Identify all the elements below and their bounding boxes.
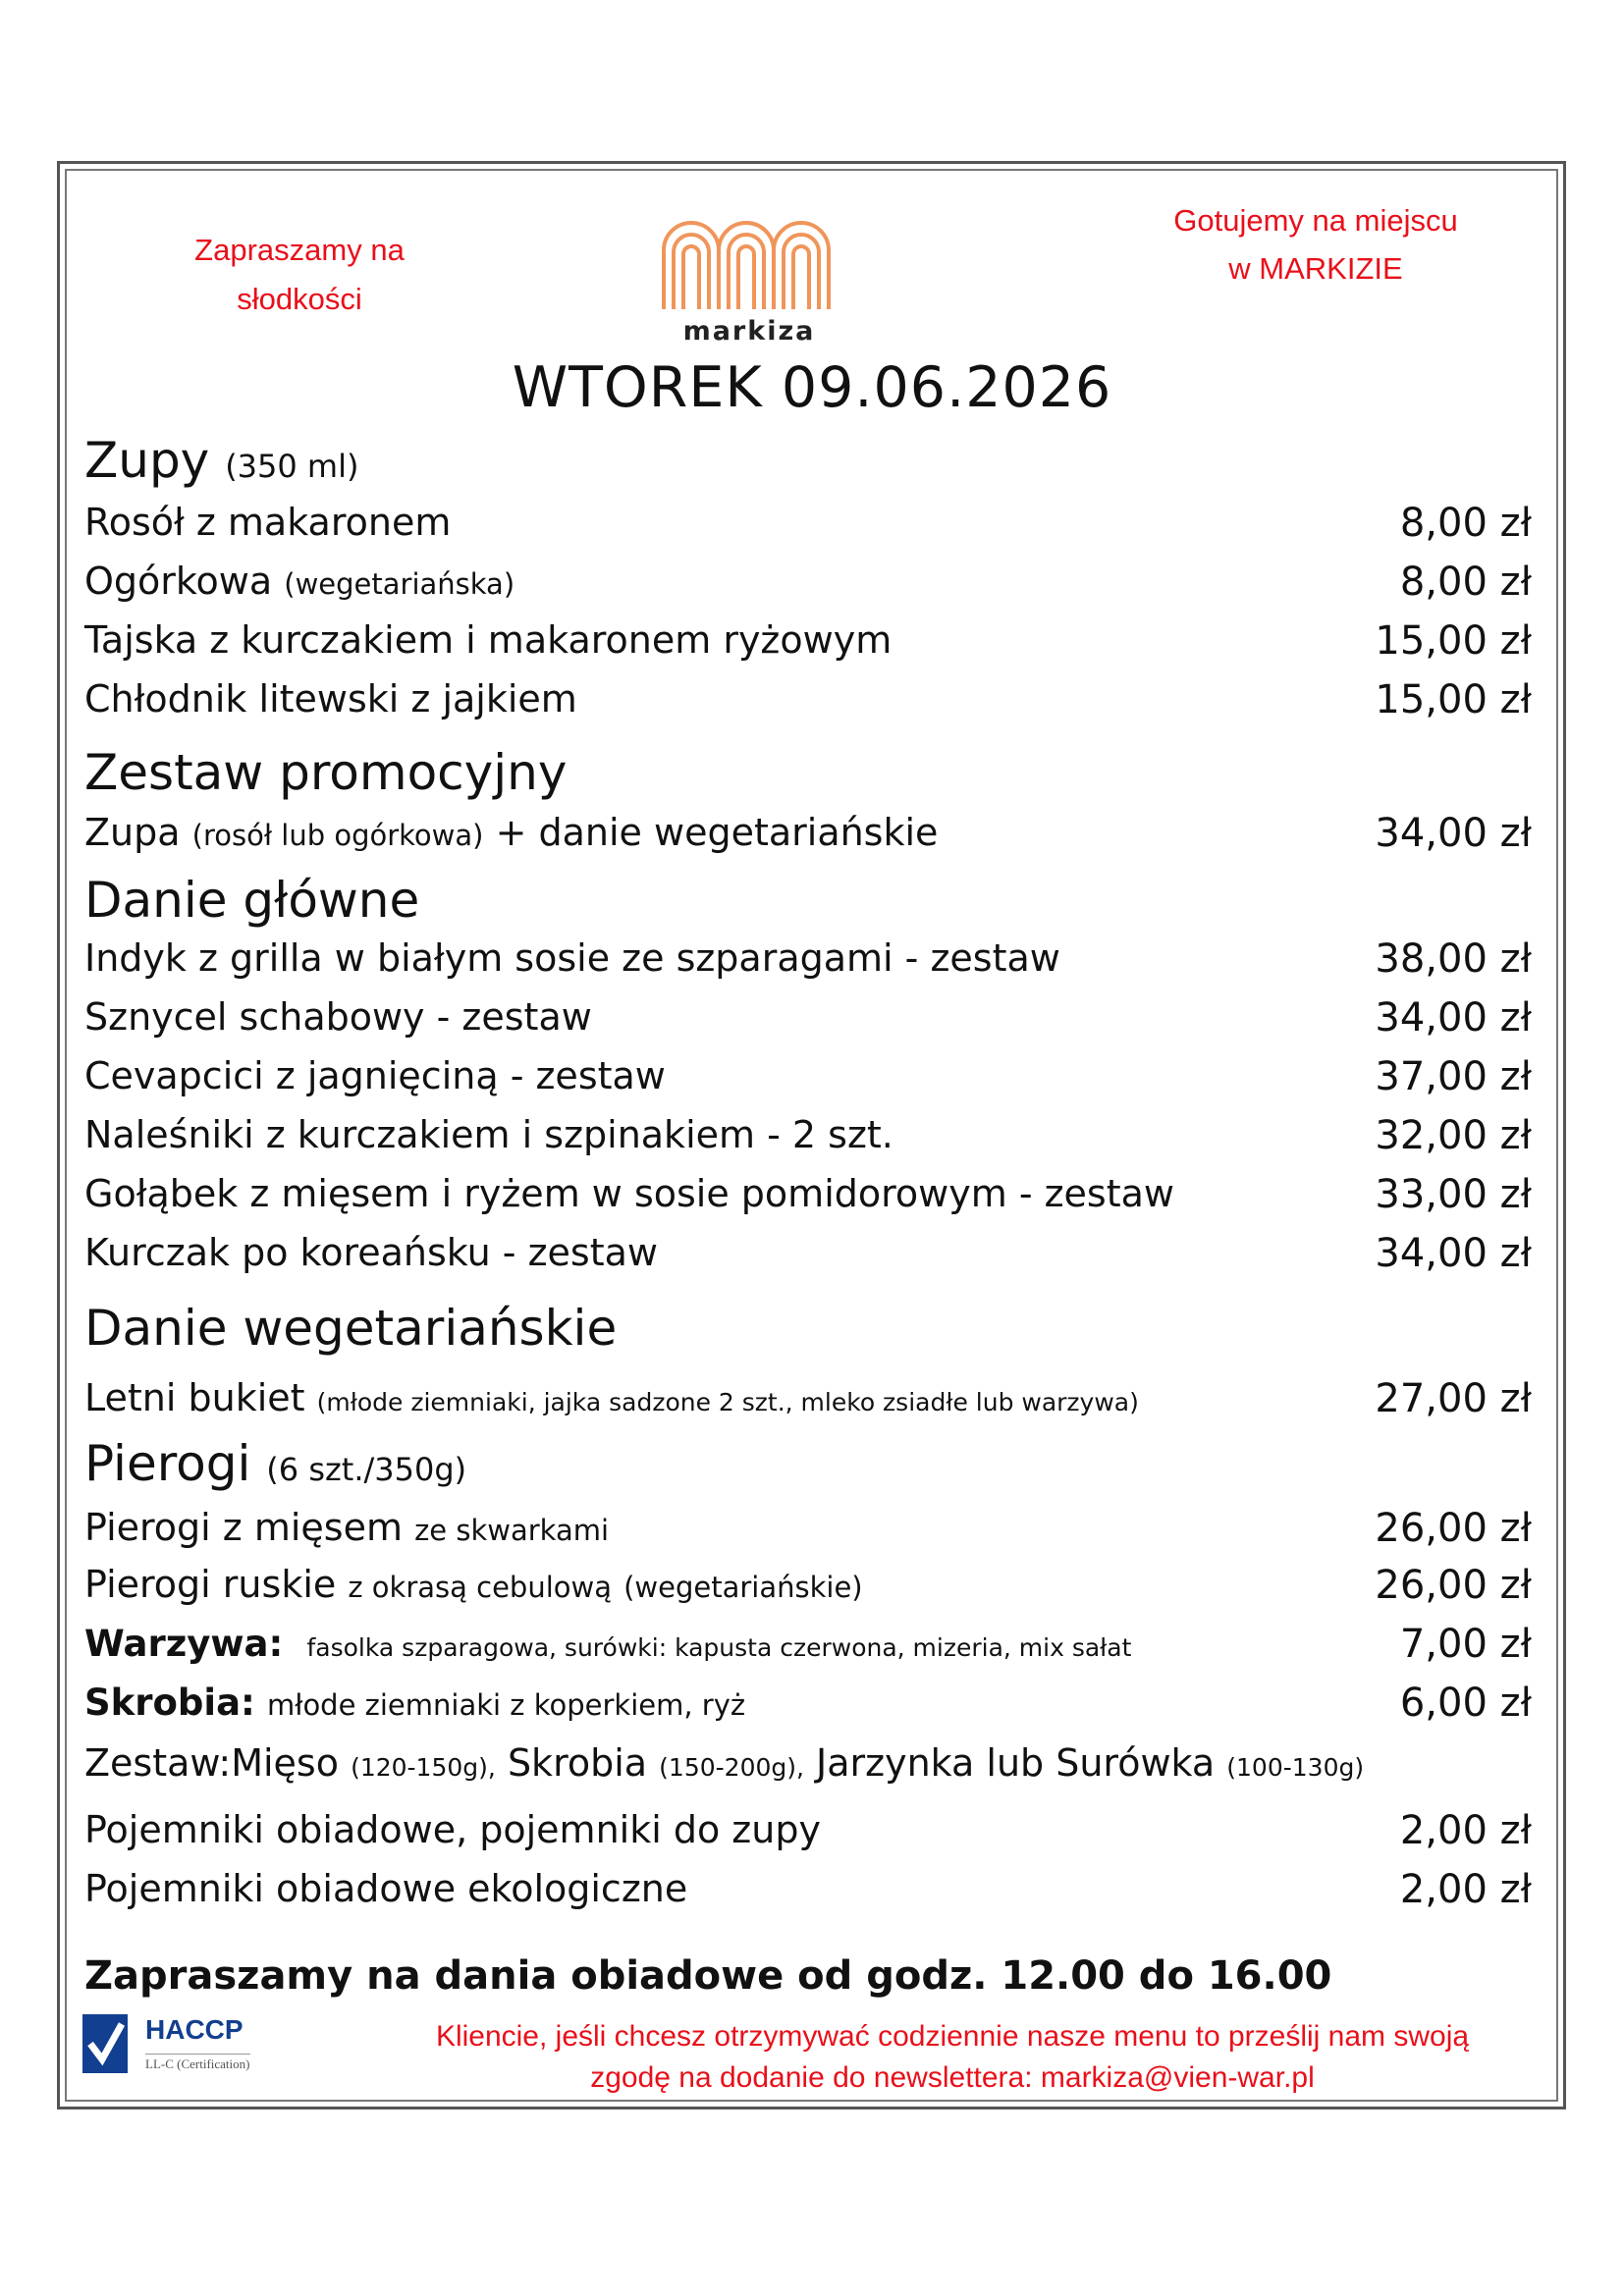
sweets-invite (147, 226, 452, 324)
item-detail: fasolka szparagowa, surówki: kapusta czerwona, mizeria, mix sałat (306, 1633, 1132, 1662)
menu-item (84, 1231, 1532, 1286)
cook-onsite-line2: w MARKIZIE (1228, 251, 1403, 286)
menu-item (84, 1113, 1532, 1168)
item-price: 26,00 zł (1375, 1563, 1532, 1608)
cook-onsite-line1: Gotujemy na miejscu (1173, 203, 1458, 238)
logo-text: markiza (682, 316, 816, 347)
set-part-meat: Zestaw:Mięso (84, 1741, 339, 1785)
item-name: Pojemniki obiadowe ekologiczne (84, 1867, 688, 1910)
side-dish-starch (84, 1681, 1532, 1735)
newsletter-line1: Kliencie, jeśli chcesz otrzymywać codziennie nasze menu to prześlij nam swoją (435, 2020, 1470, 2053)
haccp-check-icon (82, 2014, 128, 2073)
item-price: 34,00 zł (1375, 1231, 1532, 1276)
set-part-veg: Jarzynka lub Surówka (816, 1741, 1216, 1785)
menu-item (84, 995, 1532, 1050)
section-heading-wege (84, 1300, 617, 1357)
item-label: Warzywa: (84, 1623, 284, 1665)
set-part-starch: Skrobia (507, 1741, 648, 1785)
item-detail: z okrasą cebulową (348, 1571, 612, 1604)
section-title: Zestaw promocyjny (84, 744, 568, 801)
item-price: 37,00 zł (1375, 1054, 1532, 1099)
item-price: 7,00 zł (1399, 1622, 1532, 1667)
item-price: 2,00 zł (1399, 1808, 1532, 1853)
item-name: Chłodnik litewski z jajkiem (84, 677, 577, 721)
item-name-main: Pierogi z mięsem (84, 1506, 403, 1549)
item-name: Pojemniki obiadowe, pojemniki do zupy (84, 1808, 821, 1851)
item-name: Naleśniki z kurczakiem i szpinakiem - 2 szt. (84, 1113, 893, 1156)
section-note: (6 szt./350g) (266, 1451, 467, 1488)
haccp-badge (82, 2010, 289, 2079)
item-price: 27,00 zł (1375, 1376, 1532, 1421)
item-price: 2,00 zł (1399, 1867, 1532, 1912)
menu-item (84, 501, 1532, 556)
item-name (84, 1376, 1139, 1419)
item-name: Kurczak po koreańsku - zestaw (84, 1231, 658, 1274)
item-name-main: Ogórkowa (84, 560, 273, 603)
item-detail: ze skwarkami (414, 1514, 610, 1547)
menu-item (84, 1808, 1532, 1863)
section-title: Pierogi (84, 1435, 251, 1492)
item-detail: młode ziemniaki z koperkiem, ryż (266, 1688, 746, 1722)
item-price: 8,00 zł (1399, 560, 1532, 605)
item-name: Gołąbek z mięsem i ryżem w sosie pomidorowym - zestaw (84, 1172, 1174, 1215)
item-price: 26,00 zł (1375, 1506, 1532, 1551)
item-name-main: Pierogi ruskie (84, 1563, 337, 1606)
haccp-subtitle: LL-C (Certification) (145, 2054, 250, 2072)
item-detail: (wegetariańska) (284, 567, 515, 601)
menu-item (84, 1563, 1532, 1618)
item-name: Sznycel schabowy - zestaw (84, 995, 592, 1039)
item-detail: (rosół lub ogórkowa) (191, 819, 484, 852)
menu-item (84, 618, 1532, 673)
item-name (84, 560, 514, 603)
item-price: 32,00 zł (1375, 1113, 1532, 1158)
menu-item (84, 677, 1532, 732)
section-title: Danie wegetariańskie (84, 1300, 618, 1357)
section-heading-glowne (84, 872, 419, 929)
section-title: Danie główne (84, 872, 420, 929)
item-name: Tajska z kurczakiem i makaronem ryżowym (84, 618, 893, 662)
item-detail-extra: (wegetariańskie) (623, 1571, 863, 1604)
sweets-invite-line1: Zapraszamy na (194, 233, 405, 267)
item-price: 15,00 zł (1375, 677, 1532, 722)
item-name: Rosół z makaronem (84, 501, 452, 544)
menu-item (84, 1867, 1532, 1922)
newsletter-line2: zgodę na dodanie do newslettera: markiza@vien-war.pl (590, 2061, 1315, 2094)
item-name (84, 1622, 1131, 1665)
item-name-extra: + danie wegetariańskie (495, 811, 939, 854)
item-name (84, 1506, 609, 1549)
opening-hours: Zapraszamy na dania obiadowe od godz. 12.00 do 16.00 (84, 1953, 1332, 1999)
item-name-main: Letni bukiet (84, 1376, 305, 1419)
section-heading-zestaw (84, 744, 567, 801)
section-heading-zupy (84, 432, 358, 489)
item-name (84, 1563, 863, 1606)
item-name (84, 1681, 745, 1724)
item-price: 15,00 zł (1375, 618, 1532, 664)
menu-item (84, 1376, 1532, 1431)
menu-item (84, 1506, 1532, 1561)
side-dish-vegetables (84, 1622, 1532, 1677)
item-price: 6,00 zł (1399, 1681, 1532, 1726)
set-part-starch-note: (150-200g), (659, 1753, 804, 1782)
menu-item (84, 560, 1532, 614)
section-title: Zupy (84, 432, 210, 489)
section-heading-pierogi (84, 1435, 466, 1492)
item-price: 33,00 zł (1375, 1172, 1532, 1217)
haccp-title: HACCP (145, 2014, 244, 2045)
item-detail: (młode ziemniaki, jajka sadzone 2 szt., mleko zsiadłe lub warzywa) (316, 1388, 1139, 1416)
item-price: 34,00 zł (1375, 995, 1532, 1041)
item-label: Skrobia: (84, 1682, 255, 1724)
menu-item (84, 1172, 1532, 1227)
menu-item (84, 811, 1532, 866)
set-part-meat-note: (120-150g), (351, 1753, 496, 1782)
newsletter-note (373, 2016, 1532, 2099)
item-name (84, 1741, 1364, 1785)
item-name-main: Zupa (84, 811, 181, 854)
item-price: 8,00 zł (1399, 501, 1532, 546)
item-price: 38,00 zł (1375, 936, 1532, 982)
sweets-invite-line2: słodkości (237, 282, 362, 316)
set-composition (84, 1741, 1532, 1796)
page-title: WTOREK 09.06.2026 (512, 355, 1112, 420)
item-price: 34,00 zł (1375, 811, 1532, 856)
item-name (84, 811, 938, 854)
item-name: Cevapcici z jagnięciną - zestaw (84, 1054, 666, 1097)
cook-onsite-note (1129, 196, 1502, 293)
menu-item (84, 1054, 1532, 1109)
set-part-veg-note: (100-130g) (1226, 1753, 1365, 1782)
section-note: (350 ml) (225, 448, 359, 485)
menu-item (84, 936, 1532, 991)
item-name: Indyk z grilla w białym sosie ze szparagami - zestaw (84, 936, 1060, 980)
